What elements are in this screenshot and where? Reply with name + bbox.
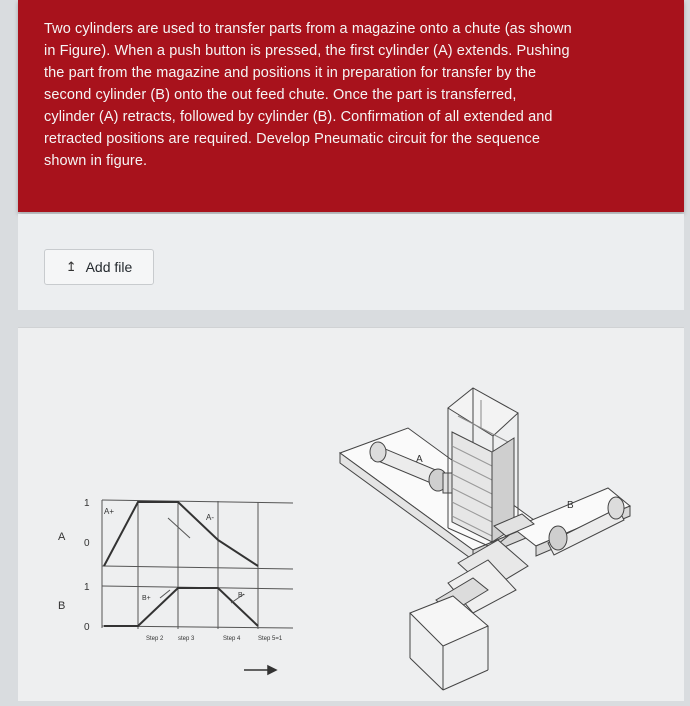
machine-cylinder-b-label: B <box>567 500 574 511</box>
step-label: Step 4 <box>223 636 241 642</box>
add-file-button[interactable] <box>44 249 154 285</box>
cylinder-a-motion-line <box>104 502 258 566</box>
question-banner <box>18 0 684 212</box>
b-retract-label: B- <box>238 592 245 599</box>
a-retract-label: A- <box>206 513 214 522</box>
b-level-0-label: 0 <box>84 622 90 633</box>
cylinder-b-axis-label: B <box>58 600 66 612</box>
machine-cylinder-a-label: A <box>416 454 423 465</box>
cylinder-b-motion-line <box>104 588 258 626</box>
a-extend-label: A+ <box>104 507 115 516</box>
b-level-1-label: 1 <box>84 582 90 593</box>
figure-card <box>18 327 684 701</box>
upload-icon: ↥ <box>65 259 77 274</box>
question-text: Two cylinders are used to transfer parts from a magazine onto a chute (as shown in Figure). When a push button is pressed, the first cylinder (A) extends. Pushing the part from the magazine and positions it in preparation for transfer by the second cylinder (B) onto the out feed chute. Once the part is transferred, cylinder (A) retracts, followed by cylinder (B). Confirmation of all extended and retracted positions are required. Develop Pneumatic circuit for the sequence shown in figure. <box>44 21 572 169</box>
step-label: step 3 <box>178 636 195 642</box>
transfer-machine-drawing <box>340 388 630 690</box>
cylinder-a-axis-label: A <box>58 531 66 543</box>
sequence-direction-arrow <box>244 666 276 674</box>
a-level-0-label: 0 <box>84 538 90 549</box>
figure-image <box>18 328 684 701</box>
grid-line <box>102 566 293 569</box>
add-file-label: Add file <box>85 259 133 275</box>
step-label: Step 2 <box>146 636 164 642</box>
a-retract-arrow <box>168 518 190 538</box>
upload-area <box>18 214 684 310</box>
step-label: Step 5=1 <box>258 636 283 642</box>
b-extend-label: B+ <box>142 595 151 602</box>
displacement-step-diagram <box>102 500 293 629</box>
a-level-1-label: 1 <box>84 498 90 509</box>
grid-line <box>102 500 293 503</box>
